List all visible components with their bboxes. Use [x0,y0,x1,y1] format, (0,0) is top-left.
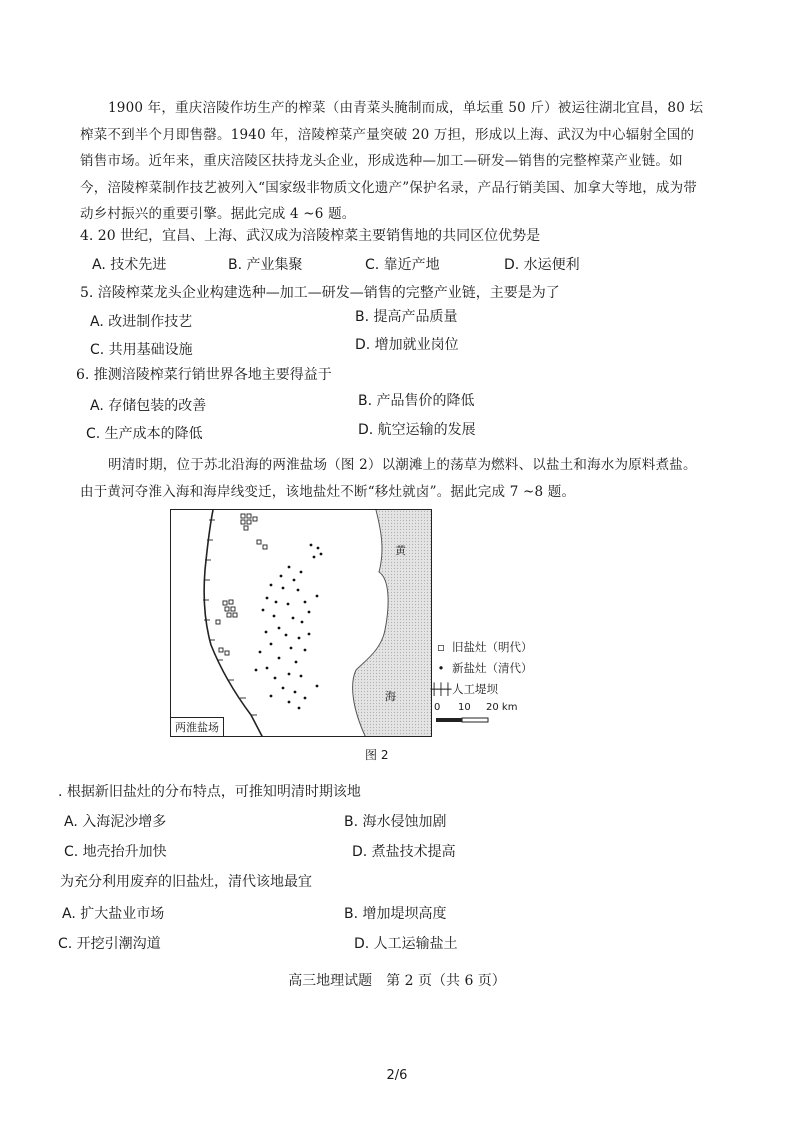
figure-caption: 图 2 [365,748,389,762]
q4-option-c: C. 靠近产地 [365,257,440,273]
q6-option-d: D. 航空运输的发展 [358,422,476,438]
new-stove-icon: • [437,660,445,675]
sea-char-1: 黄 [395,544,406,557]
q6-option-b: B. 产品售价的降低 [358,393,475,409]
legend-dam: 人工堤坝 [452,681,498,696]
passage-salt-field: 明清时期，位于苏北沿海的两淮盐场（图 2）以潮滩上的荡草为燃料、以盐土和海水为原料煮盐。由于黄河夺淮入海和海岸线变迁，该地盐灶不断“移灶就卤”。据此完成 7 ~8 题。 [80,457,697,500]
question-8-stem: 为充分利用废弃的旧盐灶，清代该地最宜 [60,874,312,890]
map-drawing [171,510,432,737]
q7-option-a: A. 入海泥沙增多 [64,814,167,830]
q5-option-c: C. 共用基础设施 [90,342,193,358]
sea-char-2: 海 [385,690,396,703]
dam-line [204,510,263,737]
question-4-stem: 4. 20 世纪，宜昌、上海、武汉成为涪陵榨菜主要销售地的共同区位优势是 [80,228,541,244]
scale-10: 10 [458,702,471,713]
scale-bar [432,702,518,729]
q6-option-a: A. 存储包装的改善 [90,398,207,414]
q8-option-a: A. 扩大盐业市场 [62,906,165,922]
q5-option-a: A. 改进制作技艺 [90,314,193,330]
q5-option-d: D. 增加就业岗位 [355,337,459,353]
question-5-stem: 5. 涪陵榨菜龙头企业构建选种—加工—研发—销售的完整产业链，主要是为了 [80,285,560,301]
q7-option-c: C. 地壳抬升加快 [64,844,167,860]
question-6-stem: 6. 推测涪陵榨菜行销世界各地主要得益于 [76,367,332,383]
scale-20: 20 km [486,702,518,713]
new-salt-stoves [255,544,323,710]
q4-option-b: B. 产业集聚 [228,257,303,273]
legend-new: 新盐灶（清代） [452,660,533,675]
old-stove-icon: ▫ [437,639,445,654]
q7-option-d: D. 煮盐技术提高 [352,844,456,860]
q8-option-b: B. 增加堤坝高度 [344,906,447,922]
q4-option-d: D. 水运便利 [504,257,580,273]
page-footer: 高三地理试题 第 2 页（共 6 页） [288,973,506,989]
q8-option-d: D. 人工运输盐土 [354,936,458,952]
salt-field-map [170,509,432,737]
dam-ticks [203,520,257,715]
q4-option-a: A. 技术先进 [92,257,167,273]
q8-option-c: C. 开挖引潮沟道 [58,936,161,952]
legend-old: 旧盐灶（明代） [452,639,533,654]
question-7-stem: . 根据新旧盐灶的分布特点，可推知明清时期该地 [58,784,361,800]
q7-option-b: B. 海水侵蚀加剧 [344,814,447,830]
q6-option-c: C. 生产成本的降低 [86,426,203,442]
q5-option-b: B. 提高产品质量 [355,309,458,325]
map-label: 两淮盐场 [171,717,224,736]
dam-icon: ┼┼┼ [430,681,452,696]
old-salt-stoves [216,514,267,655]
scale-0: 0 [434,702,441,713]
page-number: 2/6 [386,1068,408,1083]
passage-zhacai: 1900 年，重庆涪陵作坊生产的榨菜（由青菜头腌制而成，单坛重 50 斤）被运往湖北宜昌，80 坛榨菜不到半个月即售罄。1940 年，涪陵榨菜产量突破 20 万担，形成以上海、武汉为中心辐射全国的销售市场。近年来，重庆涪陵区扶持龙头企业，形成选种—加工—研发—销售的完整榨菜产业链。如今，涪陵榨菜制作技艺被列入“国家级非物质文化遗产”保护名录，产品行销美国、加拿大等地，成为带动乡村振兴的重要引擎。据此完成 4 ~6 题。 [80,100,704,222]
map-legend [430,636,533,699]
